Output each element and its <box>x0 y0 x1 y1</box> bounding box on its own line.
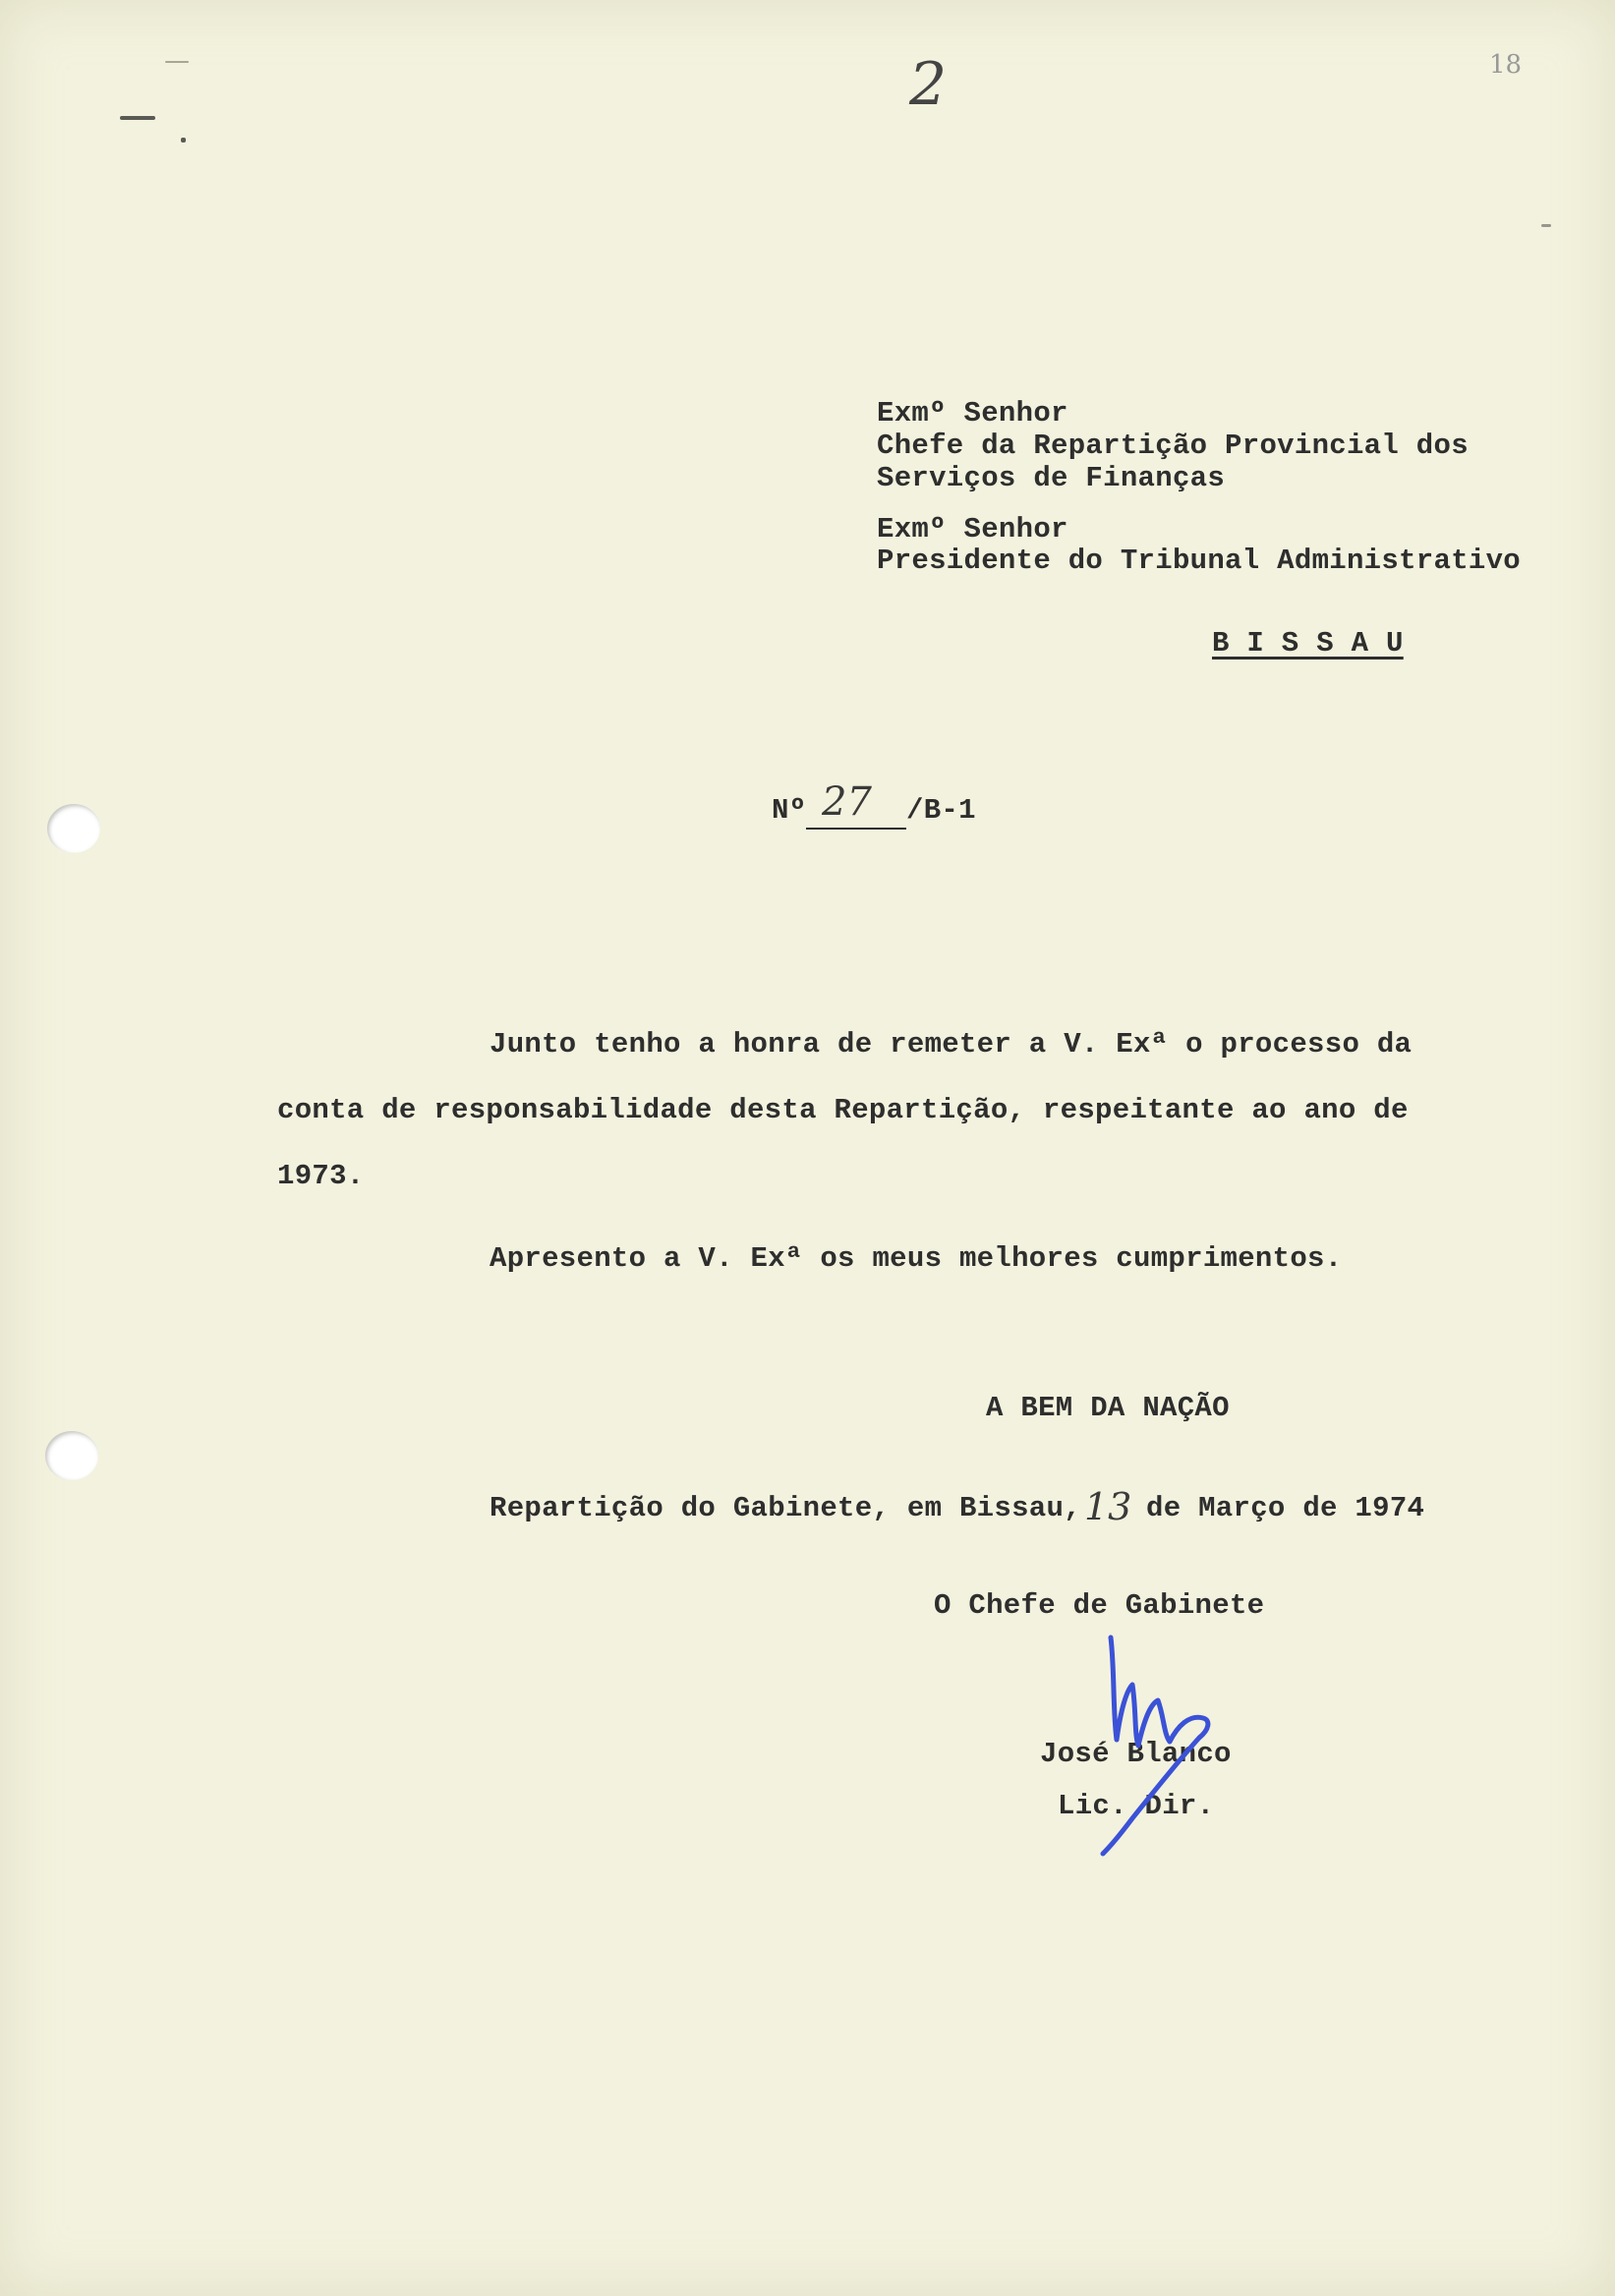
reference-number-line <box>806 828 906 830</box>
date-day-handwritten: 13 <box>1084 1485 1132 1528</box>
place-date-prefix: Repartição do Gabinete, em Bissau, <box>490 1492 1081 1524</box>
place-date-suffix: de Março de 1974 <box>1146 1492 1425 1524</box>
signatory-credentials: Lic. Dir. <box>1058 1790 1215 1822</box>
signatory-role: O Chefe de Gabinete <box>934 1589 1265 1622</box>
closing-motto: A BEM DA NAÇÃO <box>986 1392 1230 1424</box>
paper-mark <box>120 116 155 120</box>
reference-number-handwritten: 27 <box>822 779 872 825</box>
paper-mark <box>181 138 186 143</box>
body-paragraph-1-line-1: Junto tenho a honra de remeter a V. Exª o processo da <box>490 1028 1413 1061</box>
body-paragraph-1-line-2: conta de responsabilidade desta Repartição, respeitante ao ano de <box>277 1094 1409 1126</box>
addressee-2-salutation: Exmº Senhor <box>877 513 1068 545</box>
body-paragraph-2: Apresento a V. Exª os meus melhores cumprimentos. <box>490 1242 1343 1275</box>
signatory-name: José Blanco <box>1040 1738 1232 1770</box>
paper-mark <box>1541 224 1551 227</box>
page-number-handwritten: 2 <box>909 50 948 119</box>
addressee-1-title-line-1: Chefe da Repartição Provincial dos <box>877 430 1469 462</box>
punch-hole-bottom <box>45 1431 98 1480</box>
paper-mark <box>165 61 189 63</box>
body-paragraph-1-line-3: 1973. <box>277 1160 365 1192</box>
addressee-2-title-line-1: Presidente do Tribunal Administrativo <box>877 545 1522 577</box>
signature-drawing <box>1071 1632 1268 1867</box>
addressee-1-salutation: Exmº Senhor <box>877 397 1068 430</box>
city-heading: B I S S A U <box>1212 627 1404 660</box>
addressee-1-title-line-2: Serviços de Finanças <box>877 462 1226 494</box>
reference-suffix: /B-1 <box>906 794 976 827</box>
archive-number: 18 <box>1489 50 1523 80</box>
punch-hole-top <box>47 804 100 853</box>
reference-prefix: Nº <box>772 794 807 827</box>
